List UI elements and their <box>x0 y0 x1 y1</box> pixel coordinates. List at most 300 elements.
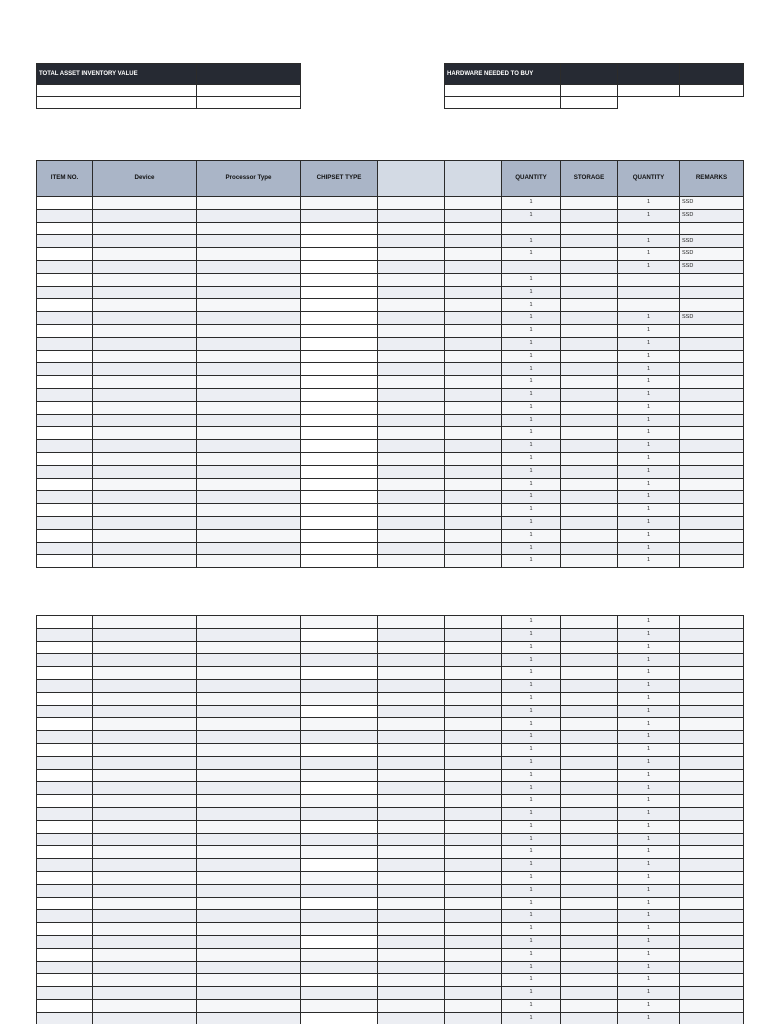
chipset-type-cell[interactable] <box>301 820 378 833</box>
blank-cell[interactable] <box>378 337 445 350</box>
quantity-cell[interactable]: 1 <box>618 1012 680 1024</box>
chipset-type-cell[interactable] <box>301 999 378 1012</box>
item-no-cell[interactable] <box>37 718 93 731</box>
chipset-type-cell[interactable] <box>301 628 378 641</box>
blank-cell[interactable] <box>445 273 502 286</box>
quantity-cell[interactable]: 1 <box>618 388 680 401</box>
chipset-type-cell[interactable] <box>301 312 378 325</box>
quantity-cell[interactable]: 1 <box>618 961 680 974</box>
blank-cell[interactable] <box>445 935 502 948</box>
remarks-cell[interactable] <box>680 222 744 235</box>
chipset-type-cell[interactable] <box>301 427 378 440</box>
blank-cell[interactable] <box>445 897 502 910</box>
quantity-cell[interactable]: 1 <box>502 542 561 555</box>
processor-type-cell[interactable] <box>197 769 301 782</box>
device-cell[interactable] <box>93 299 197 312</box>
storage-cell[interactable] <box>561 833 618 846</box>
blank-cell[interactable] <box>445 388 502 401</box>
chipset-type-cell[interactable] <box>301 465 378 478</box>
processor-type-cell[interactable] <box>197 974 301 987</box>
blank-cell[interactable] <box>445 871 502 884</box>
remarks-cell[interactable] <box>680 299 744 312</box>
chipset-type-cell[interactable] <box>301 260 378 273</box>
quantity-cell[interactable]: 1 <box>502 756 561 769</box>
device-cell[interactable] <box>93 286 197 299</box>
blank-cell[interactable] <box>445 286 502 299</box>
storage-cell[interactable] <box>561 859 618 872</box>
device-cell[interactable] <box>93 1012 197 1024</box>
chipset-type-cell[interactable] <box>301 299 378 312</box>
blank-cell[interactable] <box>445 769 502 782</box>
blank-cell[interactable] <box>445 782 502 795</box>
quantity-cell[interactable]: 1 <box>618 491 680 504</box>
chipset-type-cell[interactable] <box>301 222 378 235</box>
chipset-type-cell[interactable] <box>301 504 378 517</box>
chipset-type-cell[interactable] <box>301 529 378 542</box>
remarks-cell[interactable] <box>680 427 744 440</box>
storage-cell[interactable] <box>561 478 618 491</box>
remarks-cell[interactable] <box>680 769 744 782</box>
blank-cell[interactable] <box>378 529 445 542</box>
blank-cell[interactable] <box>445 363 502 376</box>
asset-value-cell[interactable] <box>197 64 301 85</box>
quantity-cell[interactable]: 1 <box>618 414 680 427</box>
quantity-cell[interactable]: 1 <box>618 312 680 325</box>
quantity-cell[interactable]: 1 <box>618 376 680 389</box>
quantity-cell[interactable]: 1 <box>502 795 561 808</box>
quantity-cell[interactable]: 1 <box>618 756 680 769</box>
item-no-cell[interactable] <box>37 641 93 654</box>
blank-cell[interactable] <box>445 440 502 453</box>
quantity-cell[interactable]: 1 <box>618 260 680 273</box>
blank-cell[interactable] <box>378 440 445 453</box>
device-cell[interactable] <box>93 235 197 248</box>
device-cell[interactable] <box>93 999 197 1012</box>
blank-cell[interactable] <box>378 363 445 376</box>
quantity-cell[interactable]: 1 <box>502 401 561 414</box>
device-cell[interactable] <box>93 401 197 414</box>
storage-cell[interactable] <box>561 795 618 808</box>
chipset-type-cell[interactable] <box>301 641 378 654</box>
quantity-cell[interactable]: 1 <box>502 350 561 363</box>
remarks-cell[interactable] <box>680 820 744 833</box>
quantity-cell[interactable]: 1 <box>502 846 561 859</box>
blank-cell[interactable] <box>378 324 445 337</box>
remarks-cell[interactable] <box>680 478 744 491</box>
chipset-type-cell[interactable] <box>301 897 378 910</box>
blank-cell[interactable] <box>378 897 445 910</box>
storage-cell[interactable] <box>561 260 618 273</box>
blank-cell[interactable] <box>378 795 445 808</box>
remarks-cell[interactable] <box>680 743 744 756</box>
quantity-cell[interactable]: 1 <box>618 465 680 478</box>
quantity-cell[interactable]: 1 <box>502 910 561 923</box>
blank-cell[interactable] <box>378 628 445 641</box>
item-no-cell[interactable] <box>37 312 93 325</box>
quantity-cell[interactable]: 1 <box>618 743 680 756</box>
blank-cell[interactable] <box>378 769 445 782</box>
item-no-cell[interactable] <box>37 999 93 1012</box>
blank-cell[interactable] <box>445 859 502 872</box>
chipset-type-cell[interactable] <box>301 197 378 210</box>
processor-type-cell[interactable] <box>197 628 301 641</box>
quantity-cell[interactable]: 1 <box>502 388 561 401</box>
chipset-type-cell[interactable] <box>301 286 378 299</box>
chipset-type-cell[interactable] <box>301 769 378 782</box>
storage-cell[interactable] <box>561 654 618 667</box>
blank-cell[interactable] <box>378 516 445 529</box>
storage-cell[interactable] <box>561 692 618 705</box>
device-cell[interactable] <box>93 273 197 286</box>
quantity-cell[interactable] <box>618 222 680 235</box>
remarks-cell[interactable] <box>680 440 744 453</box>
blank-cell[interactable] <box>445 731 502 744</box>
remarks-cell[interactable]: SSD <box>680 312 744 325</box>
remarks-cell[interactable] <box>680 414 744 427</box>
chipset-type-cell[interactable] <box>301 743 378 756</box>
blank-cell[interactable] <box>445 414 502 427</box>
quantity-cell[interactable]: 1 <box>618 337 680 350</box>
item-no-cell[interactable] <box>37 961 93 974</box>
quantity-cell[interactable]: 1 <box>502 654 561 667</box>
quantity-cell[interactable]: 1 <box>502 897 561 910</box>
blank-cell[interactable] <box>378 820 445 833</box>
blank-cell[interactable] <box>378 414 445 427</box>
chipset-type-cell[interactable] <box>301 388 378 401</box>
storage-cell[interactable] <box>561 542 618 555</box>
chipset-type-cell[interactable] <box>301 235 378 248</box>
device-cell[interactable] <box>93 222 197 235</box>
processor-type-cell[interactable] <box>197 692 301 705</box>
item-no-cell[interactable] <box>37 782 93 795</box>
item-no-cell[interactable] <box>37 654 93 667</box>
quantity-cell[interactable]: 1 <box>618 542 680 555</box>
device-cell[interactable] <box>93 961 197 974</box>
storage-cell[interactable] <box>561 401 618 414</box>
remarks-cell[interactable] <box>680 999 744 1012</box>
chipset-type-cell[interactable] <box>301 376 378 389</box>
chipset-type-cell[interactable] <box>301 616 378 629</box>
storage-cell[interactable] <box>561 641 618 654</box>
device-cell[interactable] <box>93 654 197 667</box>
device-cell[interactable] <box>93 833 197 846</box>
chipset-type-cell[interactable] <box>301 782 378 795</box>
item-no-cell[interactable] <box>37 667 93 680</box>
blank-cell[interactable] <box>445 756 502 769</box>
quantity-cell[interactable]: 1 <box>618 248 680 261</box>
quantity-cell[interactable]: 1 <box>618 197 680 210</box>
storage-cell[interactable] <box>561 273 618 286</box>
quantity-cell[interactable]: 1 <box>618 427 680 440</box>
item-no-cell[interactable] <box>37 273 93 286</box>
device-cell[interactable] <box>93 616 197 629</box>
processor-type-cell[interactable] <box>197 807 301 820</box>
processor-type-cell[interactable] <box>197 871 301 884</box>
device-cell[interactable] <box>93 529 197 542</box>
storage-cell[interactable] <box>561 312 618 325</box>
quantity-cell[interactable]: 1 <box>618 769 680 782</box>
blank-cell[interactable] <box>378 974 445 987</box>
remarks-cell[interactable] <box>680 363 744 376</box>
blank-cell[interactable] <box>378 884 445 897</box>
storage-cell[interactable] <box>561 427 618 440</box>
item-no-cell[interactable] <box>37 910 93 923</box>
quantity-cell[interactable]: 1 <box>618 910 680 923</box>
processor-type-cell[interactable] <box>197 782 301 795</box>
storage-cell[interactable] <box>561 350 618 363</box>
blank-cell[interactable] <box>445 465 502 478</box>
quantity-cell[interactable]: 1 <box>502 987 561 1000</box>
processor-type-cell[interactable] <box>197 529 301 542</box>
device-cell[interactable] <box>93 452 197 465</box>
chipset-type-cell[interactable] <box>301 756 378 769</box>
device-cell[interactable] <box>93 974 197 987</box>
item-no-cell[interactable] <box>37 401 93 414</box>
blank-cell[interactable] <box>378 667 445 680</box>
quantity-cell[interactable]: 1 <box>502 820 561 833</box>
remarks-cell[interactable] <box>680 679 744 692</box>
quantity-cell[interactable]: 1 <box>502 641 561 654</box>
storage-cell[interactable] <box>561 337 618 350</box>
processor-type-cell[interactable] <box>197 667 301 680</box>
device-cell[interactable] <box>93 897 197 910</box>
quantity-cell[interactable]: 1 <box>618 859 680 872</box>
chipset-type-cell[interactable] <box>301 807 378 820</box>
chipset-type-cell[interactable] <box>301 987 378 1000</box>
processor-type-cell[interactable] <box>197 542 301 555</box>
remarks-cell[interactable] <box>680 756 744 769</box>
chipset-type-cell[interactable] <box>301 718 378 731</box>
storage-cell[interactable] <box>561 628 618 641</box>
remarks-cell[interactable] <box>680 795 744 808</box>
item-no-cell[interactable] <box>37 440 93 453</box>
processor-type-cell[interactable] <box>197 833 301 846</box>
blank-cell[interactable] <box>378 705 445 718</box>
quantity-cell[interactable]: 1 <box>618 782 680 795</box>
processor-type-cell[interactable] <box>197 935 301 948</box>
quantity-cell[interactable]: 1 <box>502 1012 561 1024</box>
item-no-cell[interactable] <box>37 833 93 846</box>
device-cell[interactable] <box>93 743 197 756</box>
remarks-cell[interactable] <box>680 731 744 744</box>
quantity-cell[interactable]: 1 <box>502 628 561 641</box>
summary-cell[interactable] <box>561 85 618 97</box>
quantity-cell[interactable]: 1 <box>502 884 561 897</box>
blank-cell[interactable] <box>378 999 445 1012</box>
blank-cell[interactable] <box>445 516 502 529</box>
remarks-cell[interactable]: SSD <box>680 248 744 261</box>
blank-cell[interactable] <box>445 401 502 414</box>
quantity-cell[interactable]: 1 <box>502 769 561 782</box>
blank-cell[interactable] <box>445 504 502 517</box>
blank-cell[interactable] <box>445 235 502 248</box>
remarks-cell[interactable] <box>680 324 744 337</box>
remarks-cell[interactable] <box>680 948 744 961</box>
storage-cell[interactable] <box>561 529 618 542</box>
processor-type-cell[interactable] <box>197 555 301 568</box>
item-no-cell[interactable] <box>37 795 93 808</box>
quantity-cell[interactable]: 1 <box>618 884 680 897</box>
item-no-cell[interactable] <box>37 820 93 833</box>
summary-cell[interactable] <box>37 85 197 97</box>
summary-cell[interactable] <box>445 85 561 97</box>
item-no-cell[interactable] <box>37 769 93 782</box>
blank-cell[interactable] <box>378 948 445 961</box>
processor-type-cell[interactable] <box>197 999 301 1012</box>
processor-type-cell[interactable] <box>197 679 301 692</box>
blank-cell[interactable] <box>378 312 445 325</box>
blank-cell[interactable] <box>445 999 502 1012</box>
item-no-cell[interactable] <box>37 846 93 859</box>
quantity-cell[interactable] <box>502 260 561 273</box>
quantity-cell[interactable]: 1 <box>618 478 680 491</box>
remarks-cell[interactable] <box>680 641 744 654</box>
quantity-cell[interactable]: 1 <box>502 299 561 312</box>
processor-type-cell[interactable] <box>197 743 301 756</box>
device-cell[interactable] <box>93 782 197 795</box>
quantity-cell[interactable]: 1 <box>502 516 561 529</box>
blank-cell[interactable] <box>445 628 502 641</box>
item-no-cell[interactable] <box>37 948 93 961</box>
blank-cell[interactable] <box>445 718 502 731</box>
device-cell[interactable] <box>93 871 197 884</box>
blank-cell[interactable] <box>378 542 445 555</box>
remarks-cell[interactable] <box>680 961 744 974</box>
device-cell[interactable] <box>93 987 197 1000</box>
device-cell[interactable] <box>93 248 197 261</box>
item-no-cell[interactable] <box>37 504 93 517</box>
blank-cell[interactable] <box>445 654 502 667</box>
blank-cell[interactable] <box>378 923 445 936</box>
item-no-cell[interactable] <box>37 337 93 350</box>
quantity-cell[interactable]: 1 <box>618 935 680 948</box>
storage-cell[interactable] <box>561 440 618 453</box>
device-cell[interactable] <box>93 388 197 401</box>
quantity-cell[interactable]: 1 <box>618 820 680 833</box>
quantity-cell[interactable]: 1 <box>618 667 680 680</box>
blank-cell[interactable] <box>378 846 445 859</box>
quantity-cell[interactable]: 1 <box>502 782 561 795</box>
processor-type-cell[interactable] <box>197 478 301 491</box>
device-cell[interactable] <box>93 948 197 961</box>
blank-cell[interactable] <box>445 260 502 273</box>
quantity-cell[interactable] <box>618 286 680 299</box>
blank-cell[interactable] <box>378 235 445 248</box>
quantity-cell[interactable]: 1 <box>502 414 561 427</box>
quantity-cell[interactable]: 1 <box>502 465 561 478</box>
chipset-type-cell[interactable] <box>301 935 378 948</box>
processor-type-cell[interactable] <box>197 948 301 961</box>
quantity-cell[interactable]: 1 <box>618 999 680 1012</box>
chipset-type-cell[interactable] <box>301 478 378 491</box>
quantity-cell[interactable]: 1 <box>618 324 680 337</box>
quantity-cell[interactable]: 1 <box>618 628 680 641</box>
processor-type-cell[interactable] <box>197 987 301 1000</box>
blank-cell[interactable] <box>378 248 445 261</box>
device-cell[interactable] <box>93 478 197 491</box>
storage-cell[interactable] <box>561 999 618 1012</box>
blank-cell[interactable] <box>378 286 445 299</box>
storage-cell[interactable] <box>561 376 618 389</box>
storage-cell[interactable] <box>561 235 618 248</box>
summary-cell[interactable] <box>197 85 301 97</box>
processor-type-cell[interactable] <box>197 718 301 731</box>
quantity-cell[interactable]: 1 <box>502 807 561 820</box>
blank-cell[interactable] <box>445 641 502 654</box>
blank-cell[interactable] <box>445 923 502 936</box>
chipset-type-cell[interactable] <box>301 961 378 974</box>
item-no-cell[interactable] <box>37 286 93 299</box>
item-no-cell[interactable] <box>37 427 93 440</box>
storage-cell[interactable] <box>561 731 618 744</box>
processor-type-cell[interactable] <box>197 235 301 248</box>
quantity-cell[interactable]: 1 <box>618 731 680 744</box>
quantity-cell[interactable]: 1 <box>618 923 680 936</box>
device-cell[interactable] <box>93 807 197 820</box>
quantity-cell[interactable]: 1 <box>618 846 680 859</box>
item-no-cell[interactable] <box>37 350 93 363</box>
hardware-needed-header-cell[interactable] <box>680 64 744 85</box>
blank-cell[interactable] <box>445 1012 502 1024</box>
device-cell[interactable] <box>93 679 197 692</box>
blank-cell[interactable] <box>378 743 445 756</box>
blank-cell[interactable] <box>445 667 502 680</box>
remarks-cell[interactable]: SSD <box>680 235 744 248</box>
blank-cell[interactable] <box>445 884 502 897</box>
chipset-type-cell[interactable] <box>301 667 378 680</box>
remarks-cell[interactable] <box>680 337 744 350</box>
blank-cell[interactable] <box>378 692 445 705</box>
remarks-cell[interactable] <box>680 935 744 948</box>
chipset-type-cell[interactable] <box>301 884 378 897</box>
item-no-cell[interactable] <box>37 376 93 389</box>
blank-cell[interactable] <box>378 756 445 769</box>
device-cell[interactable] <box>93 427 197 440</box>
device-cell[interactable] <box>93 350 197 363</box>
item-no-cell[interactable] <box>37 478 93 491</box>
blank-cell[interactable] <box>378 209 445 222</box>
blank-cell[interactable] <box>445 846 502 859</box>
storage-cell[interactable] <box>561 782 618 795</box>
remarks-cell[interactable] <box>680 555 744 568</box>
quantity-cell[interactable]: 1 <box>618 209 680 222</box>
quantity-cell[interactable]: 1 <box>502 705 561 718</box>
processor-type-cell[interactable] <box>197 197 301 210</box>
blank-cell[interactable] <box>378 197 445 210</box>
blank-cell[interactable] <box>445 705 502 718</box>
remarks-cell[interactable] <box>680 705 744 718</box>
blank-cell[interactable] <box>445 961 502 974</box>
storage-cell[interactable] <box>561 679 618 692</box>
item-no-cell[interactable] <box>37 859 93 872</box>
item-no-cell[interactable] <box>37 299 93 312</box>
quantity-cell[interactable]: 1 <box>618 692 680 705</box>
remarks-cell[interactable] <box>680 654 744 667</box>
blank-cell[interactable] <box>378 987 445 1000</box>
quantity-cell[interactable]: 1 <box>618 897 680 910</box>
remarks-cell[interactable] <box>680 859 744 872</box>
device-cell[interactable] <box>93 414 197 427</box>
blank-cell[interactable] <box>378 491 445 504</box>
item-no-cell[interactable] <box>37 363 93 376</box>
remarks-cell[interactable] <box>680 910 744 923</box>
processor-type-cell[interactable] <box>197 427 301 440</box>
chipset-type-cell[interactable] <box>301 731 378 744</box>
device-cell[interactable] <box>93 440 197 453</box>
quantity-cell[interactable]: 1 <box>502 491 561 504</box>
storage-cell[interactable] <box>561 807 618 820</box>
storage-cell[interactable] <box>561 516 618 529</box>
